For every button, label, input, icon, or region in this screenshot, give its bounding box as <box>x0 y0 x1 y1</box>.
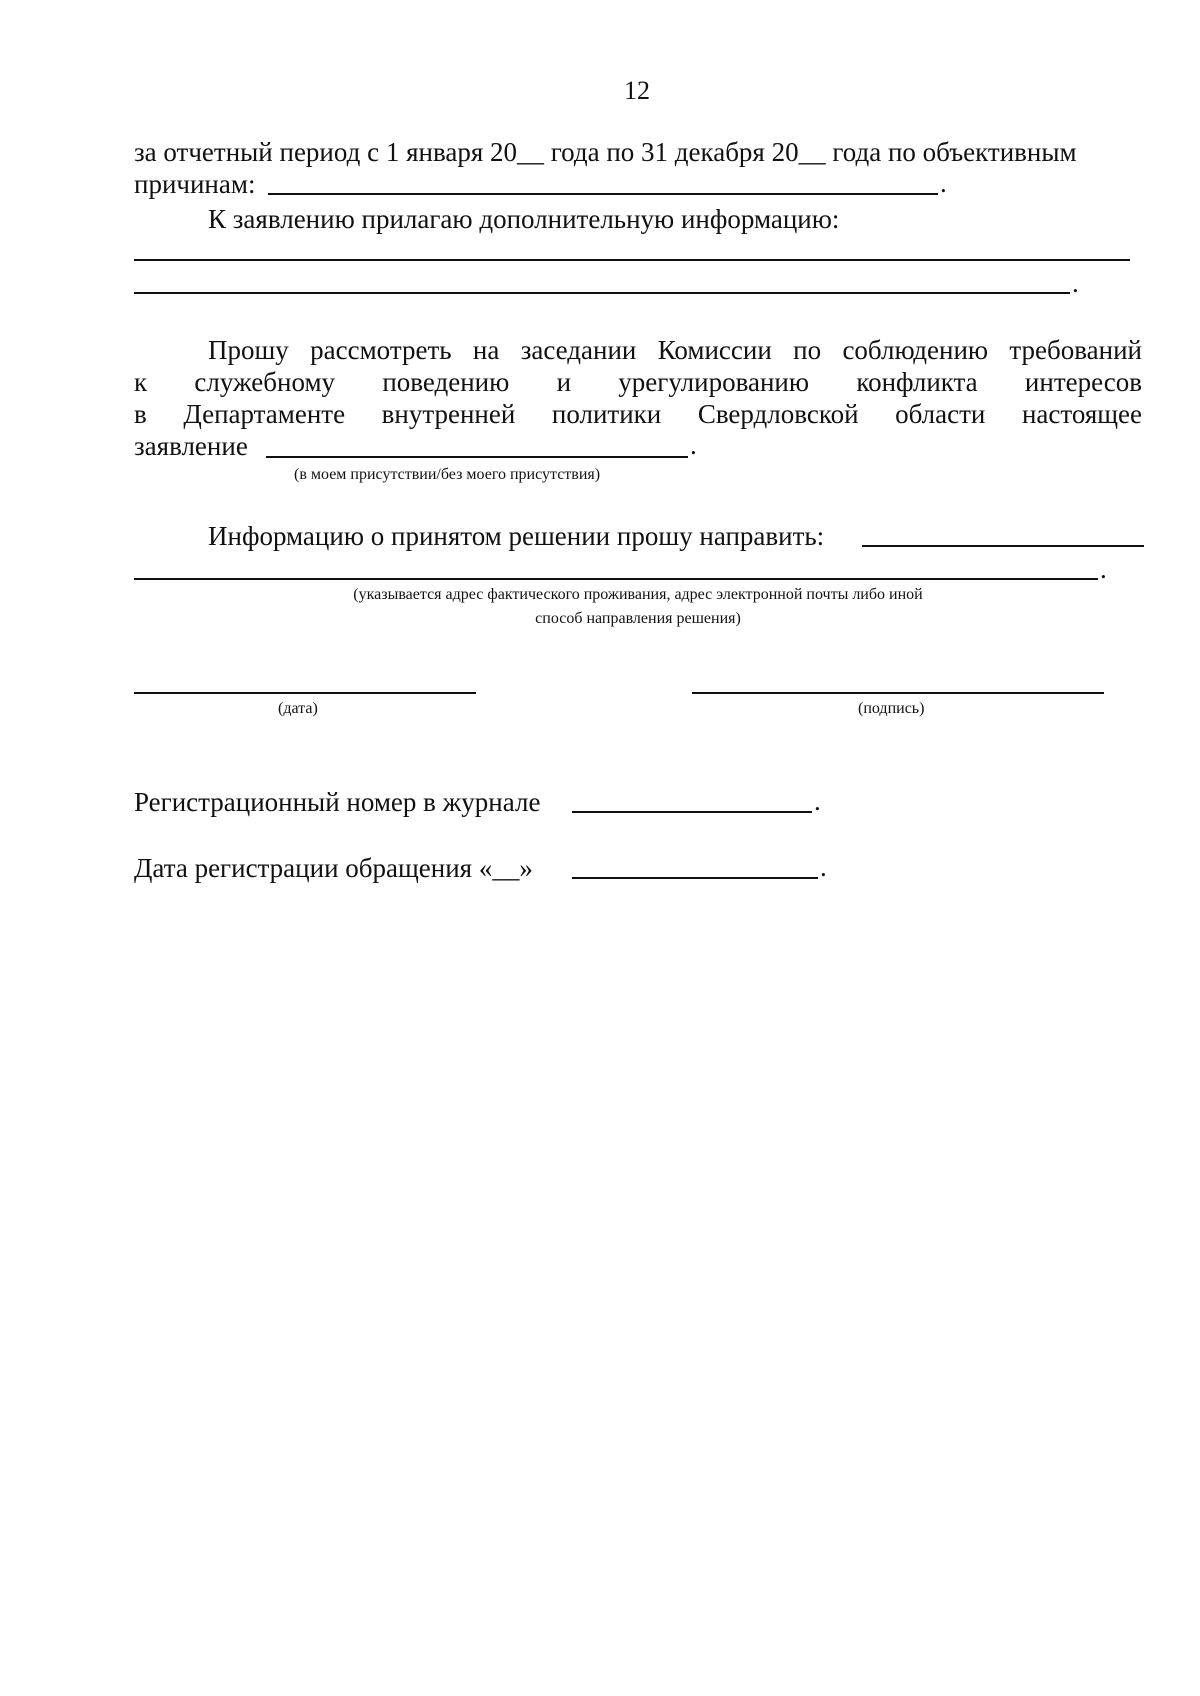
send-info-label: Информацию о принятом решении прошу направить: <box>208 521 825 551</box>
reg-date-label: Дата регистрации обращения «__» <box>134 853 533 883</box>
address-hint-line-1: (указывается адрес фактического проживания, адрес электронной почты либо иной <box>353 586 923 603</box>
reasons-period: . <box>940 168 947 198</box>
attach-period: . <box>1072 268 1079 298</box>
statement-blank-line[interactable] <box>266 456 688 458</box>
send-info-period: . <box>1100 554 1107 584</box>
statement-label: заявление <box>134 431 248 461</box>
request-line-1: Прошу рассмотреть на заседании Комиссии по соблюдению требований <box>208 335 1142 365</box>
signature-blank-line[interactable] <box>692 692 1104 694</box>
reg-number-blank-line[interactable] <box>572 811 812 813</box>
reg-number-period: . <box>814 786 821 816</box>
reg-date-blank-line[interactable] <box>572 877 818 879</box>
page-number: 12 <box>624 76 650 105</box>
statement-period: . <box>690 430 697 460</box>
send-info-blank-line-1[interactable] <box>862 545 1144 547</box>
reg-number-label: Регистрационный номер в журнале <box>134 787 541 817</box>
attach-blank-line-1[interactable] <box>134 259 1130 261</box>
date-caption: (дата) <box>278 700 318 717</box>
signature-caption: (подпись) <box>858 700 925 717</box>
date-blank-line[interactable] <box>134 692 476 694</box>
address-hint-line-2: способ направления решения) <box>535 610 741 627</box>
reasons-label: причинам: <box>134 169 256 199</box>
request-line-3: в Департаменте внутренней политики Свердловской области настоящее <box>134 399 1142 429</box>
reg-date-period: . <box>820 852 827 882</box>
attach-line: К заявлению прилагаю дополнительную информацию: <box>208 204 840 234</box>
attach-blank-line-2[interactable] <box>134 292 1070 294</box>
presence-hint: (в моем присутствии/без моего присутствия) <box>294 466 601 483</box>
request-line-2: к служебному поведению и урегулированию конфликта интересов <box>134 367 1142 397</box>
send-info-blank-line-2[interactable] <box>134 578 1098 580</box>
period-line: за отчетный период с 1 января 20__ года по 31 декабря 20__ года по объективным <box>134 137 1077 167</box>
reasons-blank-line[interactable] <box>268 193 938 195</box>
